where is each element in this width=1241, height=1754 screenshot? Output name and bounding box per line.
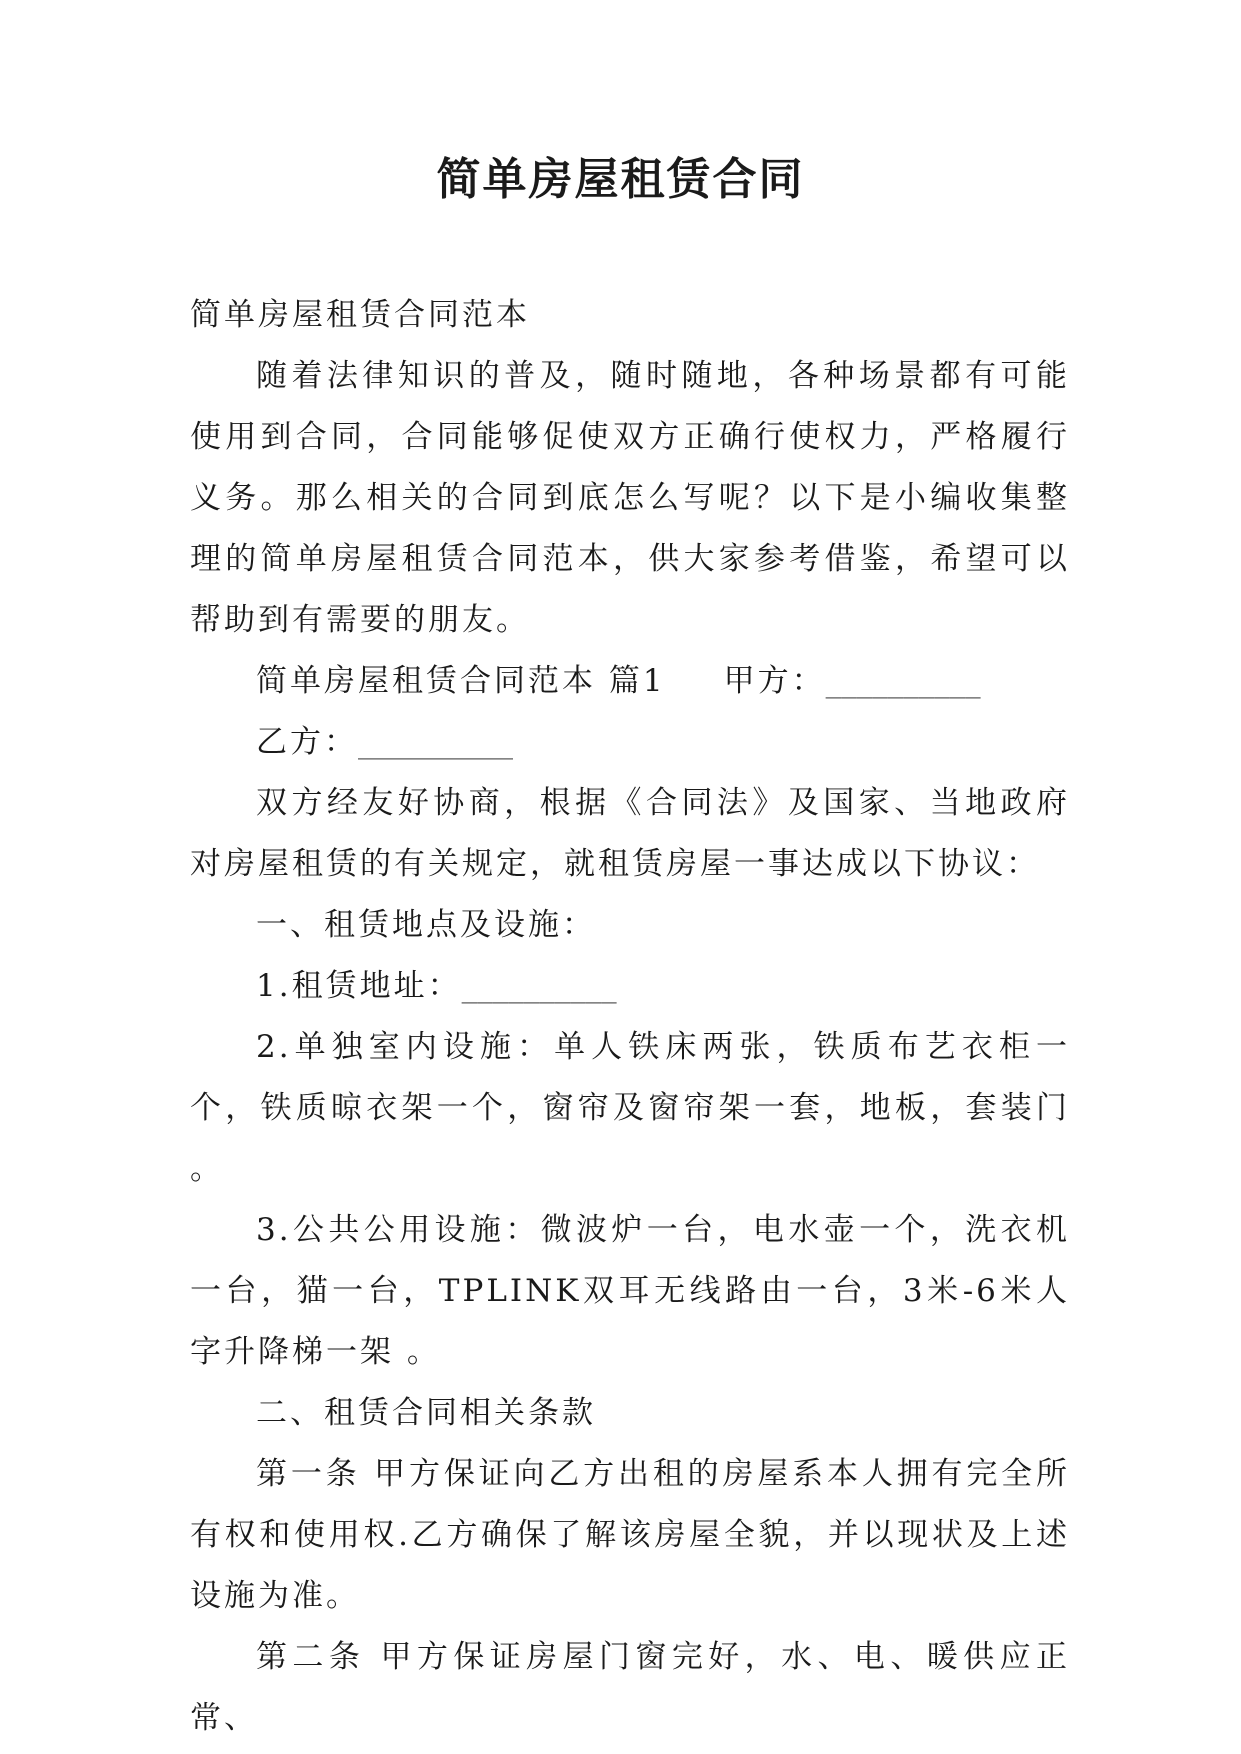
- party-a-blank: __________: [825, 663, 981, 699]
- item1-label: 1.租赁地址：: [256, 968, 462, 1004]
- item3-paragraph: 3.公共公用设施：微波炉一台，电水壶一个，洗衣机一台，猫一台，TPLINK双耳无线路由一台，3米-6米人字升降梯一架 。: [190, 1212, 1070, 1370]
- item2-paragraph: 2.单独室内设施：单人铁床两张，铁质布艺衣柜一个，铁质晾衣架一个，窗帘及窗帘架一套，地板，套装门 。: [190, 1029, 1070, 1187]
- party-b-label: 乙方：: [256, 724, 358, 760]
- party-b-line: [190, 712, 1070, 773]
- document-subtitle: 简单房屋租赁合同范本: [190, 297, 530, 333]
- preamble-paragraph: 双方经友好协商，根据《合同法》及国家、当地政府对房屋租赁的有关规定，就租赁房屋一事达成以下协议：: [190, 785, 1070, 882]
- item1-blank: __________: [461, 968, 617, 1004]
- article1-paragraph: 第一条 甲方保证向乙方出租的房屋系本人拥有完全所有权和使用权.乙方确保了解该房屋全貌，并以现状及上述设施为准。: [190, 1456, 1070, 1614]
- document-body: [190, 285, 1070, 1749]
- party-b-blank: __________: [358, 724, 513, 760]
- section-heading-line: [190, 651, 1070, 712]
- article2-paragraph: 第二条 甲方保证房屋门窗完好，水、电、暖供应正常、: [190, 1639, 1070, 1736]
- party-a-label: 甲方：: [723, 663, 826, 699]
- document-title: 简单房屋租赁合同: [436, 154, 805, 205]
- part1-heading: 一、租赁地点及设施：: [256, 907, 596, 943]
- intro-paragraph: 随着法律知识的普及，随时随地，各种场景都有可能使用到合同，合同能够促使双方正确行使权力，严格履行义务。那么相关的合同到底怎么写呢？以下是小编收集整理的简单房屋租赁合同范本，供大家参考借鉴，希望可以帮助到有需要的朋友。: [190, 358, 1070, 638]
- item1-line: [190, 956, 1070, 1017]
- section-heading: 简单房屋租赁合同范本 篇1: [256, 663, 666, 699]
- part2-heading: 二、租赁合同相关条款: [256, 1395, 596, 1431]
